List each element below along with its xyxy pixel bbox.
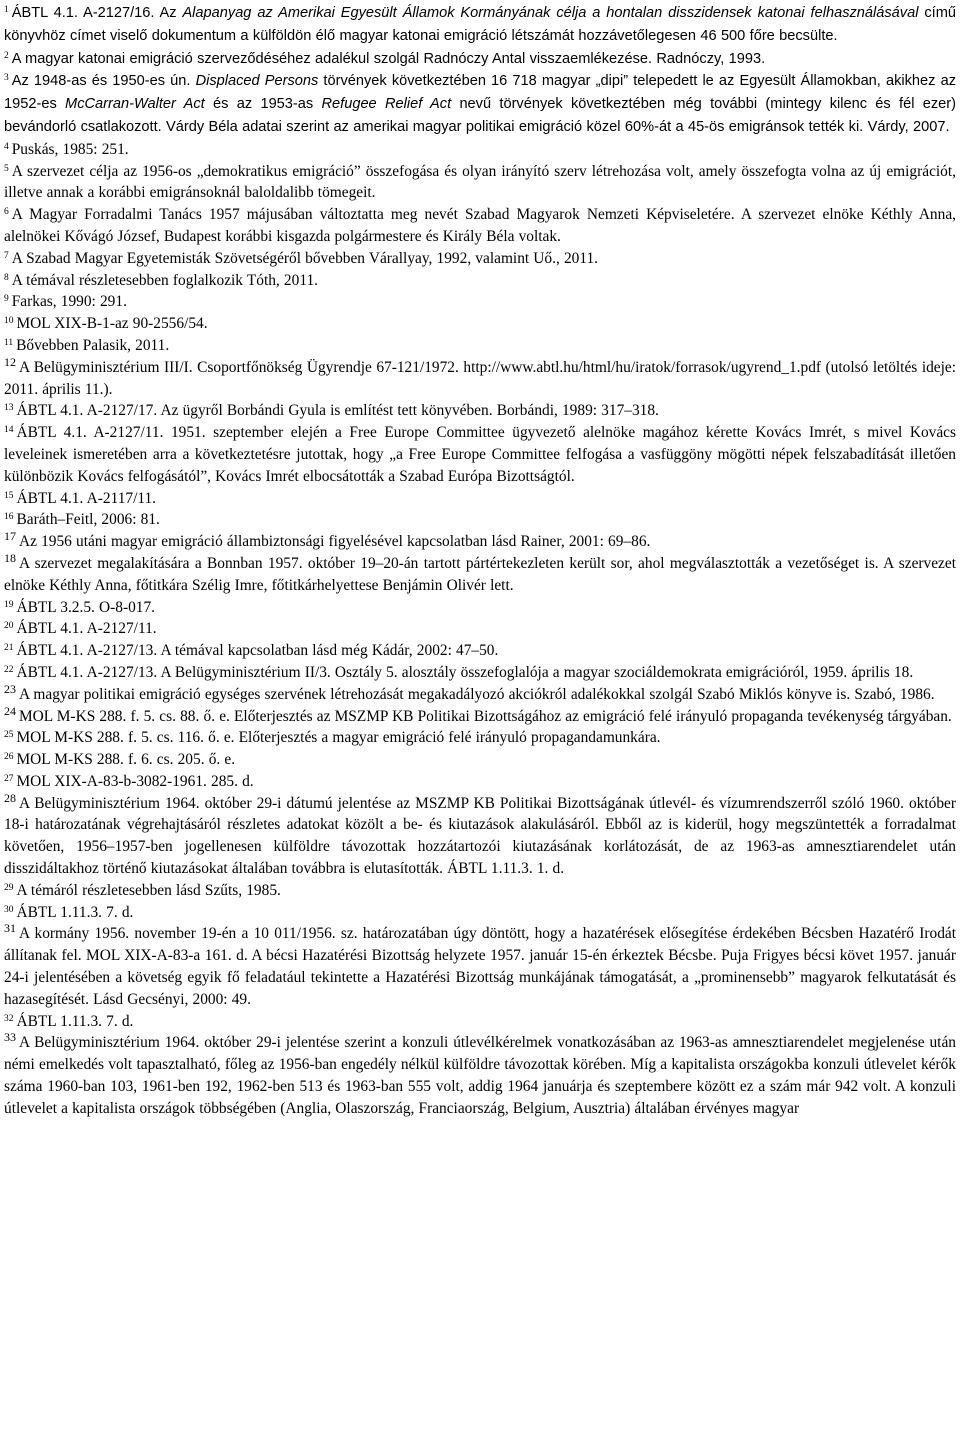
footnote-text: és az 1953-as bbox=[204, 96, 322, 113]
footnote-30 bbox=[4, 902, 956, 924]
footnote-number: 14 bbox=[4, 425, 14, 436]
footnote-text: McCarran-Walter Act bbox=[65, 96, 205, 113]
footnote-27 bbox=[4, 771, 956, 793]
footnote-11 bbox=[4, 335, 956, 357]
footnote-text: MOL XIX-A-83-b-3082-1961. 285. d. bbox=[16, 772, 254, 790]
footnote-5 bbox=[4, 161, 956, 205]
footnote-text: ÁBTL 4.1. A-2127/13. A Belügyminisztérium II/3. Osztály 5. alosztály összefoglalója a magyar szociáldemokrata emigrációról, 1959. április 18. bbox=[16, 663, 914, 681]
footnote-26 bbox=[4, 749, 956, 771]
footnote-text: MOL M-KS 288. f. 5. cs. 88. ő. e. Előterjesztés az MSZMP KB Politikai Bizottságához az emigráció felé irányuló propaganda tevékenység tárgyában. bbox=[19, 707, 952, 725]
footnote-25 bbox=[4, 727, 956, 749]
footnote-text: ÁBTL 1.11.3. 7. d. bbox=[16, 1012, 134, 1030]
footnote-text: ÁBTL 4.1. A-2127/17. Az ügyről Borbándi Gyula is említést tett könyvében. Borbándi, 1989: 317–318. bbox=[16, 402, 659, 420]
footnote-number: 21 bbox=[4, 643, 14, 654]
footnote-text: ÁBTL 4.1. A-2127/11. bbox=[16, 620, 157, 638]
footnote-text: ÁBTL 4.1. A-2127/11. 1951. szeptember elején a Free Europe Committee ügyvezető alelnöke magához kérette Kovács Imrét, s mivel Kovács leveleinek ismeretében arra a következtetésre jutottak, hogy „a Free Europe Committee felfogása a vasfüggöny mögötti népek felszabadítását illetően különbözik Kovács felfogásától”, Kovács Imrét elbocsátották a Szabad Európa Bizottságtól. bbox=[4, 424, 956, 485]
footnote-number: 9 bbox=[4, 294, 9, 305]
footnote-number: 30 bbox=[4, 904, 14, 915]
footnote-23 bbox=[4, 681, 956, 706]
footnote-9 bbox=[4, 291, 956, 313]
footnote-text: Displaced Persons bbox=[195, 73, 319, 90]
footnote-number: 4 bbox=[4, 141, 9, 152]
footnote-text: MOL M-KS 288. f. 6. cs. 205. ő. e. bbox=[16, 751, 236, 769]
footnote-number: 23 bbox=[4, 681, 16, 696]
footnote-20 bbox=[4, 618, 956, 640]
footnote-number: 13 bbox=[4, 403, 14, 414]
footnote-number: 2 bbox=[4, 50, 9, 61]
footnote-1 bbox=[4, 2, 956, 48]
footnote-number: 18 bbox=[4, 550, 16, 565]
footnote-number: 16 bbox=[4, 512, 14, 523]
footnote-number: 28 bbox=[4, 790, 16, 805]
footnote-text: Farkas, 1990: 291. bbox=[11, 293, 127, 311]
footnote-number: 5 bbox=[4, 163, 9, 174]
footnote-10 bbox=[4, 313, 956, 335]
footnote-2 bbox=[4, 48, 956, 71]
footnote-number: 20 bbox=[4, 621, 14, 632]
footnote-number: 32 bbox=[4, 1013, 14, 1024]
footnote-text: MOL M-KS 288. f. 5. cs. 116. ő. e. Előterjesztés a magyar emigráció felé irányuló propagandamunkára. bbox=[16, 729, 661, 747]
footnote-number: 27 bbox=[4, 773, 14, 784]
footnote-text: A kormány 1956. november 19-én a 10 011/1956. sz. határozatában úgy döntött, hogy a hazatérések elősegítése érdekében Bécsben Hazatérő Irodát állítanak fel. MOL XIX-A-83-a 161. d. A bécsi Hazatérési Bizottság helyzete 1957. január 15-én érkeztek Bécsbe. Puja Frigyes bécsi követ 1957. január 24-i jelentésében a követség egyik fő feladatául tekintette a Hazatérési Bizottság munkájának támogatását, a „prominensebb” magyarok felkutatását és hazasegítését. Lásd Gecsényi, 2000: 49. bbox=[4, 925, 956, 1008]
footnote-4 bbox=[4, 139, 956, 161]
footnote-6 bbox=[4, 204, 956, 248]
footnote-text: A témáról részletesebben lásd Szűts, 1985. bbox=[16, 881, 281, 899]
footnote-number: 24 bbox=[4, 703, 16, 718]
footnote-text: ÁBTL 1.11.3. 7. d. bbox=[16, 903, 134, 921]
footnote-32 bbox=[4, 1011, 956, 1033]
footnote-number: 15 bbox=[4, 490, 14, 501]
footnote-31 bbox=[4, 923, 956, 1010]
footnote-text: ÁBTL 4.1. A-2117/11. bbox=[16, 489, 157, 507]
footnote-text: MOL XIX-B-1-az 90-2556/54. bbox=[16, 315, 208, 333]
footnote-number: 7 bbox=[4, 250, 9, 261]
footnote-text: Refugee Relief Act bbox=[321, 96, 452, 113]
footnote-15 bbox=[4, 488, 956, 510]
footnote-number: 3 bbox=[4, 73, 9, 84]
footnote-28 bbox=[4, 790, 956, 880]
footnote-number: 1 bbox=[4, 5, 9, 15]
footnote-number: 31 bbox=[4, 921, 16, 936]
footnote-3 bbox=[4, 70, 956, 138]
footnote-7 bbox=[4, 248, 956, 270]
footnote-18 bbox=[4, 550, 956, 597]
footnote-text: A Belügyminisztérium III/I. Csoportfőnökség Ügyrendje 67-121/1972. http://www.abtl.hu/html/hu/iratok/forrasok/ugyrend_1.pdf (utolsó letöltés ideje: 2011. április 11.). bbox=[4, 358, 956, 398]
footnote-text: nevű törvények következtében még további (mintegy kilenc és fél ezer) bevándorló csatlakozott. Várdy Béla adatai szerint az amerikai magyar politikai emigráció közel 60%-át a 45-ös emigránsok tették ki. Várdy, 2007. bbox=[4, 96, 956, 135]
footnote-17 bbox=[4, 531, 956, 553]
footnote-text: A Magyar Forradalmi Tanács 1957 májusában változtatta meg nevét Szabad Magyarok Nemzeti Képviseletére. A szervezet elnöke Kéthly Anna, alelnökei Kővágó József, Budapest korábbi kisgazda polgármestere és Király Béla voltak. bbox=[4, 206, 956, 245]
footnote-14 bbox=[4, 422, 956, 487]
footnote-12 bbox=[4, 354, 956, 401]
footnote-text: Az 1948-as és 1950-es ún. bbox=[11, 73, 196, 90]
footnote-text: A Belügyminisztérium 1964. október 29-i jelentése szerint a konzuli útlevélkérelmek vonatkozásában az 1963-as amnesztiarendelet megjelenése után némi emelkedés volt tapasztalható, főleg az 1956-ban engedély nélkül külföldre távozottak körében. Míg a kapitalista országokba konzuli útlevelet kérők száma 1960-ban 103, 1961-ben 192, 1962-ben 513 és 1963-ban 555 volt, addig 1964 januárja és szeptembere között ez a szám már 942 volt. A konzuli útlevelet a kapitalista országok többségében (Anglia, Olaszország, Franciaország, Belgium, Ausztria) általában érvényes magyar bbox=[4, 1034, 956, 1117]
footnote-16 bbox=[4, 509, 956, 531]
footnote-text: A szervezet célja az 1956-os „demokratikus emigráció” összefogása és olyan irányító szerv létrehozása volt, amely összefogta volna az új emigrációt, illetve annak a korábbi emigránsoknál baloldalibb tömegeit. bbox=[4, 162, 956, 202]
footnote-text: ÁBTL 4.1. A-2127/16. Az bbox=[11, 5, 183, 21]
footnote-text: Az 1956 utáni magyar emigráció állambiztonsági figyelésével kapcsolatban lásd Rainer, 2001: 69–86. bbox=[19, 533, 651, 551]
footnote-number: 26 bbox=[4, 752, 14, 763]
footnote-text: A magyar politikai emigráció egységes szervének létrehozását megakadályozó akciókról adalékokkal szolgál Szabó Miklós könyve is. Szabó, 1986. bbox=[19, 685, 935, 703]
footnote-number: 6 bbox=[4, 207, 9, 218]
footnote-number: 25 bbox=[4, 730, 14, 741]
footnote-22 bbox=[4, 662, 956, 684]
footnote-19 bbox=[4, 597, 956, 619]
footnote-text: A magyar katonai emigráció szerveződéséhez adalékul szolgál Radnóczy Antal visszaemlékezése. Radnóczy, 1993. bbox=[11, 50, 766, 67]
footnote-text: Puskás, 1985: 251. bbox=[11, 140, 129, 158]
footnote-number: 22 bbox=[4, 664, 14, 675]
footnote-number: 17 bbox=[4, 529, 16, 544]
footnote-8 bbox=[4, 270, 956, 292]
footnote-13 bbox=[4, 400, 956, 422]
footnote-number: 33 bbox=[4, 1030, 16, 1045]
footnote-number: 10 bbox=[4, 316, 14, 327]
footnote-text: Bővebben Palasik, 2011. bbox=[16, 336, 170, 354]
footnote-29 bbox=[4, 880, 956, 902]
footnote-number: 29 bbox=[4, 882, 14, 893]
footnote-24 bbox=[4, 703, 956, 728]
footnote-text: A Belügyminisztérium 1964. október 29-i dátumú jelentése az MSZMP KB Politikai Bizottságának útlevél- és vízumrendszerről szóló 1960. október 18-i határozatának végrehajtásáról részletes adatokat közölt a be- és kiutazások alakulásáról. Ebből az is kiderül, hogy megszüntették a forradalmat követően, 1956–1957-ben jogellenesen külföldre távozottak hozzátartozói kiutazásának korlátozását, de az 1963-as amnesztiarendelet után disszidáltakhoz történő kiutazásokat általában továbbra is elutasították. ÁBTL 1.11.3. 1. d. bbox=[4, 794, 956, 878]
footnote-text: ÁBTL 3.2.5. O-8-017. bbox=[16, 598, 156, 616]
footnote-text: Baráth–Feitl, 2006: 81. bbox=[16, 511, 160, 529]
footnote-text: Alapanyag az Amerikai Egyesült Államok Kormányának célja a hontalan disszidensek katonai felhasználásával bbox=[182, 5, 919, 21]
footnote-21 bbox=[4, 640, 956, 662]
footnote-33 bbox=[4, 1032, 956, 1119]
footnote-number: 8 bbox=[4, 272, 9, 283]
footnote-text: A Szabad Magyar Egyetemisták Szövetségéről bővebben Várallyay, 1992, valamint Uő., 2011. bbox=[11, 249, 599, 267]
footnote-number: 12 bbox=[4, 354, 16, 369]
footnote-number: 11 bbox=[4, 337, 14, 348]
footnote-text: ÁBTL 4.1. A-2127/13. A témával kapcsolatban lásd még Kádár, 2002: 47–50. bbox=[16, 642, 499, 660]
footnote-text: törvények következtében 16 718 magyar „dipi” telepedett le az Egyesült Államokban, akikhez az 1952-es bbox=[4, 73, 956, 113]
footnote-text: A témával részletesebben foglalkozik Tóth, 2011. bbox=[11, 271, 318, 289]
footnote-number: 19 bbox=[4, 599, 14, 610]
footnote-text: A szervezet megalakítására a Bonnban 1957. október 19–20-án tartott pártértekezleten került sor, ahol megválasztották a vezetőséget is. A szervezet elnöke Kéthly Anna, főtitkára Szélig Imre, főtitkárhelyettese Benjámin Olivér lett. bbox=[4, 554, 956, 594]
footnote-text: című könyvhöz címet viselő dokumentum a külföldön élő magyar katonai emigráció létszámát hozzávetőlegesen 46 500 főre becsülte. bbox=[4, 5, 956, 44]
